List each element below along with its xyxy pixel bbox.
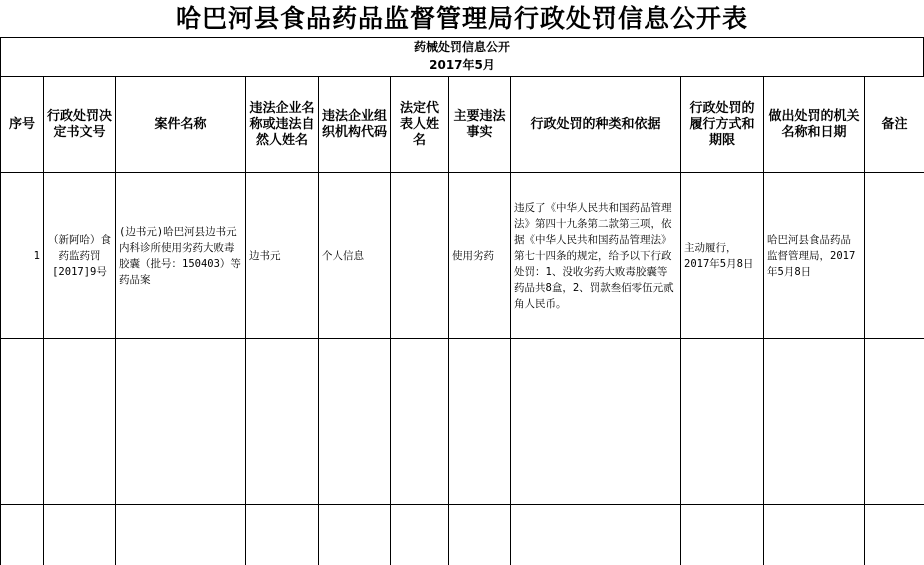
empty-cell [319,505,391,565]
cell-legal-rep [391,173,449,339]
header-no: 序号 [1,77,44,173]
cell-org-code: 个人信息 [319,173,391,339]
cell-facts: 使用劣药 [449,173,511,339]
cell-remark [865,173,924,339]
header-basis: 行政处罚的种类和依据 [511,77,681,173]
header-doc-no: 行政处罚决定书文号 [44,77,116,173]
header-execution: 行政处罚的履行方式和期限 [681,77,764,173]
empty-cell [391,505,449,565]
empty-cell [511,339,681,505]
empty-cell [116,505,246,565]
header-legal-rep: 法定代表人姓名 [391,77,449,173]
empty-cell [246,339,319,505]
cell-basis: 违反了《中华人民共和国药品管理法》第四十九条第二款第三项，依据《中华人民共和国药品管理法》第七十四条的规定，给予以下行政处罚：1、没收劣药大败毒胶囊等药品共8盒，2、罚款叁佰零伍元贰角人民币。 [511,173,681,339]
header-facts: 主要违法事实 [449,77,511,173]
document-title: 哈巴河县食品药品监督管理局行政处罚信息公开表 [0,0,924,38]
empty-cell [764,339,865,505]
empty-cell [681,339,764,505]
empty-cell [44,339,116,505]
header-remark: 备注 [865,77,924,173]
table-row [1,173,924,339]
cell-doc-no: （新阿哈）食药监药罚[2017]9号 [44,173,116,339]
empty-cell [681,505,764,565]
empty-cell [449,339,511,505]
cell-authority: 哈巴河县食品药品监督管理局，2017年5月8日 [764,173,865,339]
empty-cell [865,339,924,505]
cell-case-name: (边书元)哈巴河县边书元内科诊所使用劣药大败毒胶囊（批号：150403）等药品案 [116,173,246,339]
document-subtitle: 药械处罚信息公开 [0,38,924,57]
header-case-name: 案件名称 [116,77,246,173]
penalty-table [0,76,924,565]
empty-cell [865,505,924,565]
empty-row [1,339,924,505]
header-party: 违法企业名称或违法自然人姓名 [246,77,319,173]
document-date: 2017年5月 [0,57,924,76]
cell-execution: 主动履行，2017年5月8日 [681,173,764,339]
empty-cell [391,339,449,505]
header-org-code: 违法企业组织机构代码 [319,77,391,173]
empty-cell [764,505,865,565]
empty-cell [44,505,116,565]
header-authority: 做出处罚的机关名称和日期 [764,77,865,173]
empty-cell [319,339,391,505]
cell-no: 1 [1,173,44,339]
empty-cell [511,505,681,565]
empty-cell [246,505,319,565]
empty-row [1,505,924,565]
empty-cell [1,505,44,565]
empty-cell [1,339,44,505]
empty-cell [449,505,511,565]
empty-cell [116,339,246,505]
cell-party: 边书元 [246,173,319,339]
header-row [1,77,924,173]
